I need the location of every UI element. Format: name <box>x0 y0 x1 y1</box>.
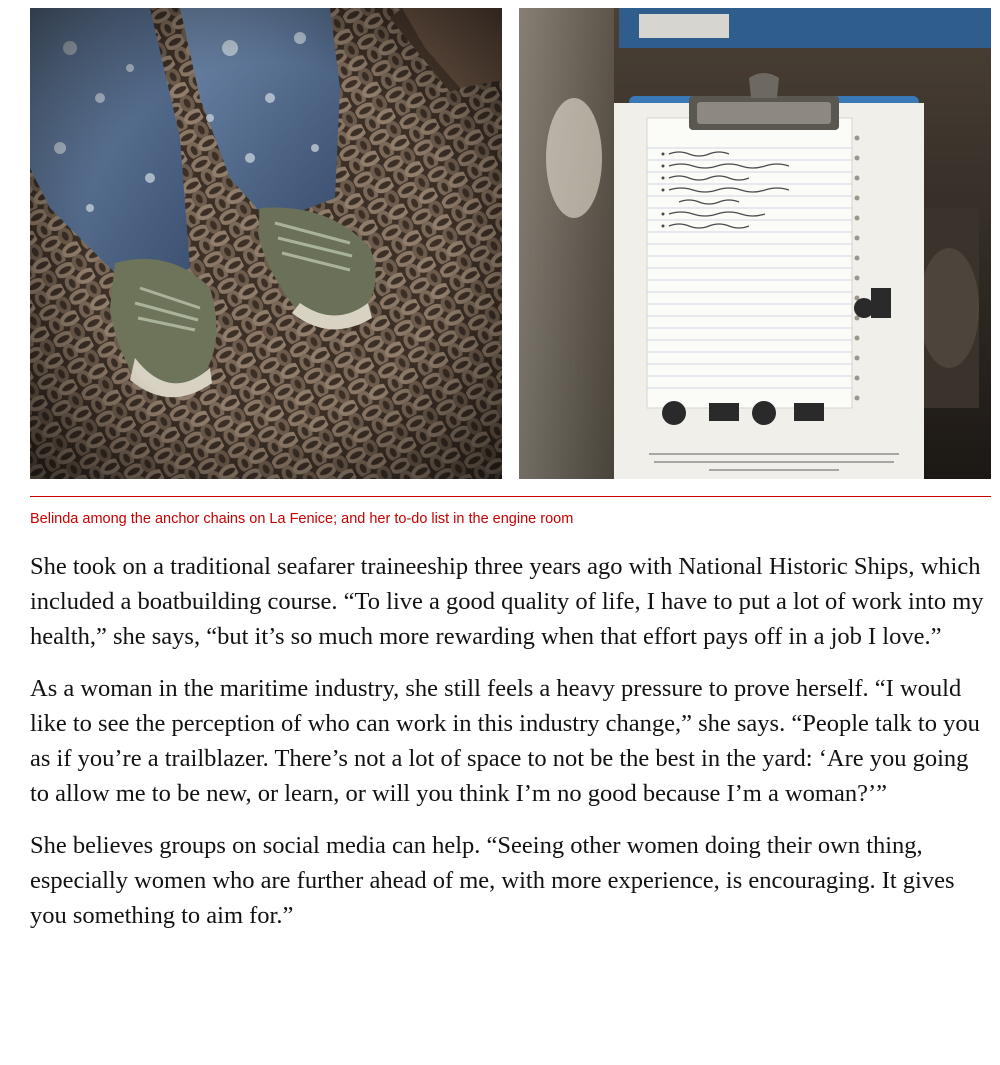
article-paragraph: As a woman in the maritime industry, she still feels a heavy pressure to prove herself. “I would like to see the perception of who can work in this industry change,” she says. “People talk to you as if you’re a trailblazer. There’s not a lot of space to not be the best in the yard: ‘Are you going to allow me to be new, or learn, or will you think I’m no good because I’m a woman?’” <box>30 675 980 807</box>
photo-pair <box>30 8 991 479</box>
clipboard-illustration <box>519 8 991 479</box>
article-paragraph: She believes groups on social media can help. “Seeing other women doing their own thing, especially women who are further ahead of me, with more experience, is encouraging. It gives you something to aim for.” <box>30 832 955 929</box>
article-paragraph: She took on a traditional seafarer traineeship three years ago with National Historic Ships, which included a boatbuilding course. “To live a good quality of life, I have to put a lot of work into my health,” she says, “but it’s so much more rewarding when that effort pays off in a job I love.” <box>30 553 984 650</box>
anchor-chains-illustration <box>30 8 502 479</box>
article-body <box>30 549 985 950</box>
caption-divider <box>30 496 991 497</box>
anchor-chains-photo[interactable] <box>30 8 502 479</box>
engine-room-clipboard-photo[interactable] <box>519 8 991 479</box>
image-caption: Belinda among the anchor chains on La Fenice; and her to-do list in the engine room <box>30 511 574 527</box>
